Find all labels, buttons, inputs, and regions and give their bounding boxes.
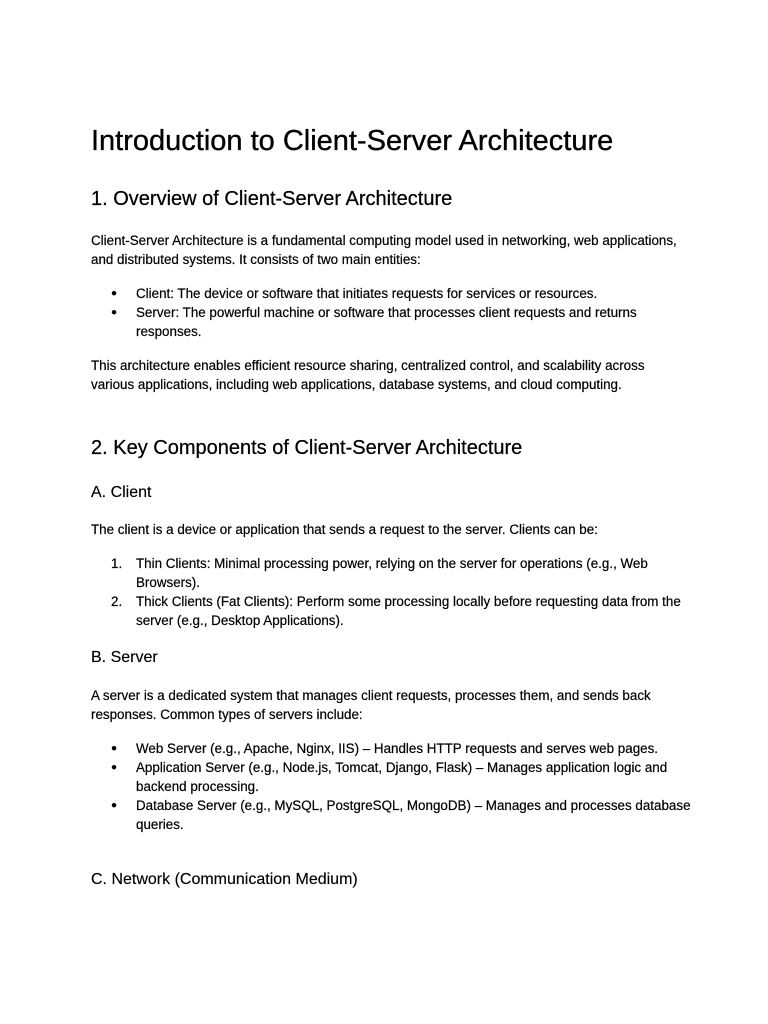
list-item (91, 592, 691, 630)
document-title: Introduction to Client-Server Architecture (91, 125, 614, 157)
list-number: 1. (111, 556, 123, 571)
section-1-intro-paragraph: Client-Server Architecture is a fundamental computing model used in networking, web applications, and distributed systems. It consists of two main entities: (91, 233, 677, 267)
list-item-text: Thin Clients: Minimal processing power, relying on the server for operations (e.g., Web Browsers). (136, 556, 648, 590)
client-numbered-list (91, 554, 691, 630)
server-subheading: B. Server (91, 649, 158, 666)
list-number: 2. (111, 594, 123, 609)
bullet-marker: ● (111, 743, 118, 754)
section-2-heading: 2. Key Components of Client-Server Architecture (91, 437, 523, 459)
section-1-heading: 1. Overview of Client-Server Architecture (91, 188, 453, 210)
list-item-text: Application Server (e.g., Node.js, Tomcat, Django, Flask) – Manages application logic and backend processing. (136, 760, 668, 794)
bullet-marker: ● (111, 800, 118, 811)
section-1-outro-paragraph: This architecture enables efficient resource sharing, centralized control, and scalability across various applications, including web applications, database systems, and cloud computing. (91, 358, 645, 392)
section-1-bullet-list (91, 284, 691, 341)
bullet-marker: ● (111, 307, 118, 318)
list-item (91, 758, 691, 796)
list-item (91, 739, 691, 758)
client-intro-paragraph: The client is a device or application that sends a request to the server. Clients can be: (91, 522, 598, 537)
list-item-text: Database Server (e.g., MySQL, PostgreSQL, MongoDB) – Manages and processes database queries. (136, 798, 691, 832)
server-bullet-list (91, 739, 691, 834)
list-item (91, 303, 691, 341)
bullet-marker: ● (111, 762, 118, 773)
list-item-text: Thick Clients (Fat Clients): Perform some processing locally before requesting data from the server (e.g., Desktop Applications). (136, 594, 681, 628)
list-item (91, 554, 691, 592)
server-intro-paragraph: A server is a dedicated system that manages client requests, processes them, and sends back responses. Common types of servers include: (91, 688, 651, 722)
list-item-text: Server: The powerful machine or software that processes client requests and returns responses. (136, 305, 637, 339)
list-item-text: Client: The device or software that initiates requests for services or resources. (136, 286, 598, 301)
network-subheading: C. Network (Communication Medium) (91, 871, 358, 888)
client-subheading: A. Client (91, 484, 152, 501)
list-item (91, 284, 691, 303)
bullet-marker: ● (111, 288, 118, 299)
list-item (91, 796, 691, 834)
list-item-text: Web Server (e.g., Apache, Nginx, IIS) – Handles HTTP requests and serves web pages. (136, 741, 658, 756)
